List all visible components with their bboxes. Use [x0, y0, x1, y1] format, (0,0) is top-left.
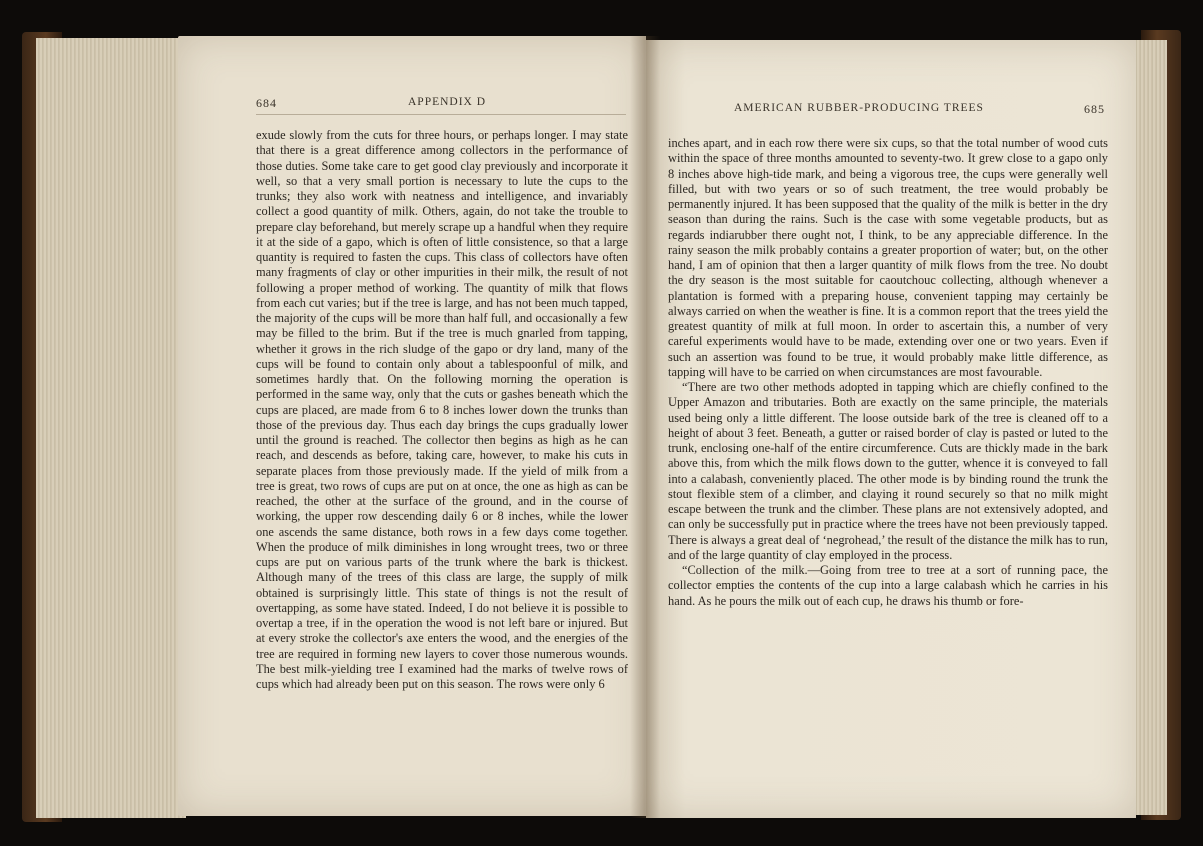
- paragraph: inches apart, and in each row there were six cups, so that the total number of wood cuts within the space of three months amounted to seventy-two. It grew close to a gapo only 8 inches above high-tide mark, and being a vigorous tree, the cups were generally well filled, but with two years or so of such treatment, the tree would probably be permanently injured. It has been supposed that the quality of the milk is better in the dry season than during the rains. Such is the case with some vegetable products, but as regards indiarubber there ought not, I think, to be any appreciable difference. In the rainy season the milk probably contains a greater proportion of water; but, on the other hand, I am of opinion that then a larger quantity of milk flows from the tree. No doubt the dry season is the most suitable for caoutchouc collecting, although whenever a plantation is formed with a preparing house, convenient tapping may certainly be always carried on when the weather is fine. It is a common report that the trees yield the greatest quantity of milk at full moon. In order to ascertain this, a number of very careful experiments would have to be made, extending over one or two years. Even if such an assertion was found to be true, it would probably make little difference, as tapping will have to be carried on when circumstances are most favourable.: [668, 136, 1108, 379]
- book-gutter: [630, 36, 660, 818]
- body-text: [256, 128, 628, 778]
- paragraph: exude slowly from the cuts for three hours, or perhaps longer. I may state that there is a great difference among collectors in the performance of those duties. Some take care to get good clay previously and incorporate it well, so that a very small portion is necessary to lute the cups to the trunks; they also work with neatness and intelligence, and invariably collect a good quantity of milk. Others, again, do not take the trouble to prepare clay beforehand, but merely scrape up a handful when they require it at the side of a gapo, which is often of little consistence, so that a large quantity is required to fasten the cups. This class of collectors have often many fragments of clay or other impurities in their milk, the result of not following a proper method of working. The quantity of milk that flows from each cut varies; but if the tree is large, and has not been much tapped, the majority of the cups will be more than half full, and occasionally a few may be filled to the brim. But if the tree is much gnarled from tapping, whether it grows in the rich sludge of the gapo or dry land, many of the cups will be found to contain only about a tablespoonful of milk, and sometimes hardly that. On the following morning the operation is performed in the same way, only that the cuts or gashes beneath which the cups are placed, are made from 6 to 8 inches lower down the trunks than those of the previous day. Thus each day brings the cups gradually lower until the ground is reached. The collector then begins as high as he can reach, and descends as before, taking care, however, to make his cuts in separate places from those previously made. If the yield of milk from a tree is great, two rows of cups are put on at once, the one as high as can be reached, the other at the surface of the ground, and in the course of working, the upper row descending daily 6 or 8 inches, while the lower one ascends the same distance, both rows in a few days come together. When the produce of milk diminishes in long wrought trees, two or three cups are put on various parts of the trunk where the bark is thickest. Although many of the trees of this class are large, the supply of milk obtained is surprisingly little. This state of things is not the result of overtapping, as some have stated. Indeed, I do not believe it is possible to overtap a tree, if in the operation the wood is not left bare or injured. But at every stroke the collector's axe enters the wood, and the energies of the tree are required in forming new layers to cover those numerous wounds. The best milk-yielding tree I examined had the marks of twelve rows of cups which had already been put on this season. The rows were only 6: [256, 128, 628, 691]
- right-page: [646, 40, 1136, 818]
- paragraph: “Collection of the milk.—Going from tree to tree at a sort of running pace, the collector empties the contents of the cup into a large calabash which he carries in his hand. As he pours the milk out of each cup, he draws his thumb or fore-: [668, 563, 1108, 608]
- page-edges-left: [36, 38, 186, 818]
- running-head: AMERICAN RUBBER-PRODUCING TREES: [734, 102, 984, 114]
- running-head: APPENDIX D: [408, 96, 487, 108]
- left-page: [178, 36, 646, 816]
- paragraph: “There are two other methods adopted in tapping which are chiefly confined to the Upper Amazon and tributaries. Both are exactly on the same principle, the materials used being only a little different. The loose outside bark of the tree is cleaned off to a height of about 3 feet. Beneath, a gutter or raised border of clay is pasted or luted to the trunk, enclosing one-half of the entire circumference. Cuts are thickly made in the bark above this, from which the milk flows down to the gutter, whence it is conveyed to fall into a calabash, conveniently placed. The other mode is by binding round the trunk the stout flexible stem of a climber, and claying it round securely so that no milk might escape between the trunk and the climber. These plans are not extensively adopted, and can only be successfully put in practice where the trees have not been previously tapped. There is always a great deal of ‘negrohead,’ the result of the distance the milk has to run, and of the large quantity of clay employed in the process.: [668, 380, 1108, 562]
- body-text: [668, 136, 1108, 776]
- page-number: 685: [1084, 102, 1105, 116]
- page-number: 684: [256, 96, 277, 110]
- header-rule: [256, 114, 626, 115]
